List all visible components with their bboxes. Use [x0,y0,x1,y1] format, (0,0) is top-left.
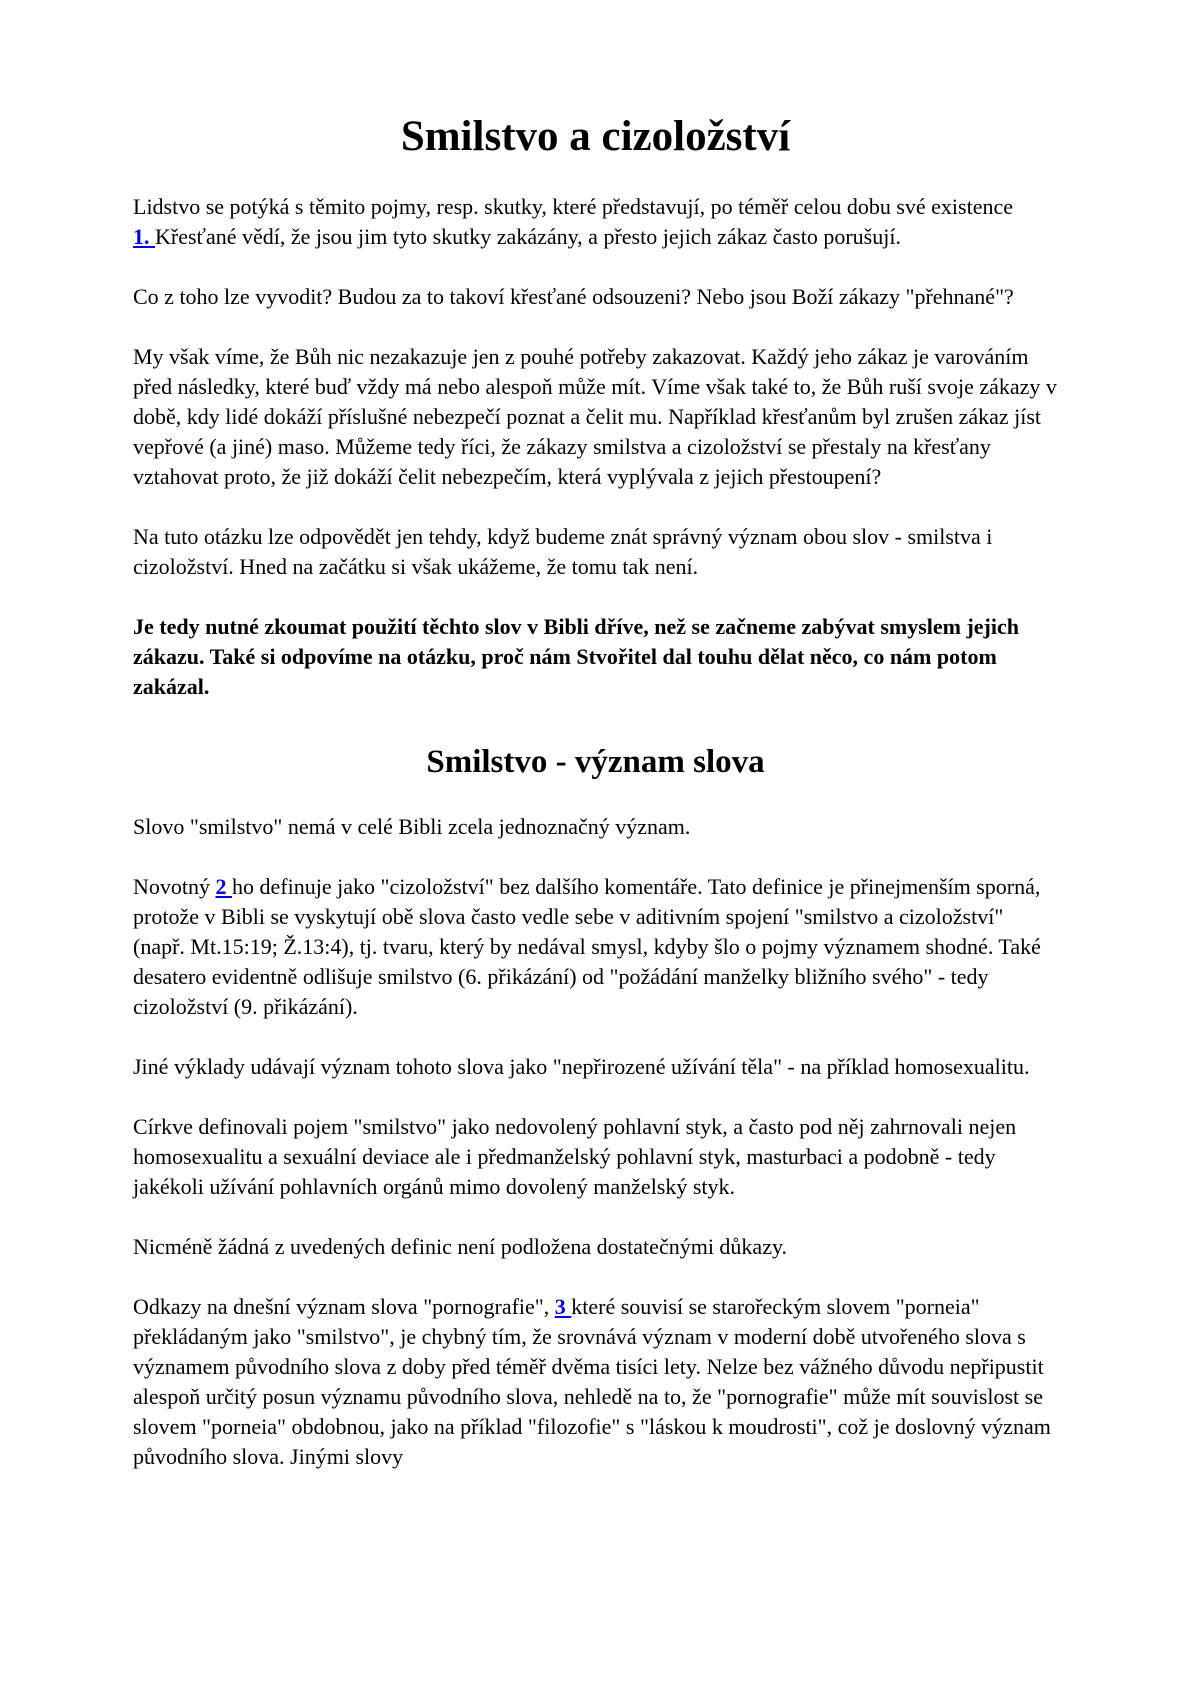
paragraph-other-interpretations: Jiné výklady udávají význam tohoto slova jako "nepřirozené užívání těla" - na příklad homosexualitu. [133,1054,1030,1079]
paragraph-word-meaning: Slovo "smilstvo" nemá v celé Bibli zcela jednoznačný význam. [133,814,691,839]
document-title: Smilstvo a cizoložství [400,113,791,160]
section-heading: Smilstvo - význam slova [426,744,765,780]
paragraph-pornografie [133,1292,1058,1472]
paragraph-text: Novotný [133,874,216,899]
paragraph-answer-condition: Na tuto otázku lze odpovědět jen tehdy, když budeme znát správný význam obou slov - smilstva i cizoložství. Hned na začátku si však ukážeme, že tomu tak není. [133,524,993,579]
paragraph-intro [133,192,1058,252]
footnote-link-3[interactable]: 3 [554,1294,572,1319]
footnote-link-2[interactable]: 2 [215,874,232,899]
paragraph-text: Lidstvo se potýká s těmito pojmy, resp. skutky, které představují, po téměř celou dobu své existence [133,194,1014,219]
paragraph-god-prohibitions: My však víme, že Bůh nic nezakazuje jen z pouhé potřeby zakazovat. Každý jeho zákaz je varováním před následky, které buď vždy má nebo alespoň může mít. Víme však také to, že Bůh ruší svoje zákazy v době, kdy lidé dokáží příslušné nebezpečí poznat a čelit mu. Například křesťanům byl zrušen zákaz jíst vepřové (a jiné) maso. Můžeme tedy říci, že zákazy smilstva a cizoložství se přestaly na křesťany vztahovat proto, že již dokáží čelit nebezpečím, která vyplývala z jejich přestoupení? [133,344,1057,489]
paragraph-novotny-definition [133,872,1058,1022]
footnote-link-1[interactable]: 1. [133,224,155,249]
paragraph-thesis-bold: Je tedy nutné zkoumat použití těchto slov v Bibli dříve, než se začneme zabývat smyslem jejich zákazu. Také si odpovíme na otázku, proč nám Stvořitel dal touhu dělat něco, co nám potom zakázal. [133,614,1019,699]
paragraph-text: ho definuje jako "cizoložství" bez dalšího komentáře. Tato definice je přinejmenším sporná, protože v Bibli se vyskytují obě slova často vedle sebe v aditivním spojení "smilstvo a cizoložství" (např. Mt.15:19; Ž.13:4), tj. tvaru, který by nedával smysl, kdyby šlo o pojmy významem shodné. Také desatero evidentně odlišuje smilstvo (6. přikázání) od "požádání manželky bližního svého" - tedy cizoložství (9. přikázání). [133,874,1041,1019]
paragraph-church-definition: Církve definovali pojem "smilstvo" jako nedovolený pohlavní styk, a často pod něj zahrnovali nejen homosexualitu a sexuální deviace ale i předmanželský pohlavní styk, masturbaci a podobně - tedy jakékoli užívání pohlavních orgánů mimo dovolený manželský styk. [133,1114,1017,1199]
paragraph-text: které souvisí se starořeckým slovem "porneia" překládaným jako "smilstvo", je chybný tím, že srovnává význam v moderní době utvořeného slova s významem původního slova z doby před téměř dvěma tisíci lety. Nelze bez vážného důvodu nepřipustit alespoň určitý posun významu původního slova, nehledě na to, že "pornografie" může mít souvislost se slovem "porneia" obdobnou, jako na příklad "filozofie" s "láskou k moudrosti", což je doslovný význam původního slova. Jinými slovy [133,1294,1051,1469]
paragraph-question: Co z toho lze vyvodit? Budou za to takoví křesťané odsouzeni? Nebo jsou Boží zákazy "přehnané"? [133,284,1014,309]
paragraph-text: Odkazy na dnešní význam slova "pornografie", [133,1294,555,1319]
paragraph-text: Křesťané vědí, že jsou jim tyto skutky zakázány, a přesto jejich zákaz často porušují. [155,224,901,249]
paragraph-no-evidence: Nicméně žádná z uvedených definic není podložena dostatečnými důkazy. [133,1234,788,1259]
